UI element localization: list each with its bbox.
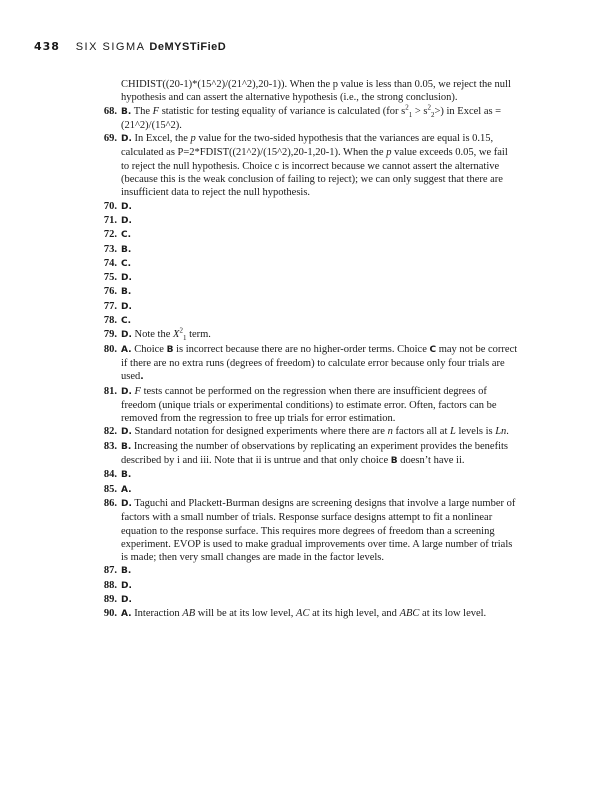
- answer-item-75: [98, 271, 518, 285]
- answer-text: levels is: [455, 426, 496, 438]
- answer-text: Standard notation for designed experiments where there are: [131, 426, 388, 438]
- book-title-emph: DeMYSTiFieD: [149, 41, 227, 53]
- answer-text: tests cannot be performed on the regression when there are insufficient degrees of freedom (unique trials or experimental conditions) to estimate error. Often, factors can be removed from the regression to free up trials for error estimation.: [121, 385, 497, 425]
- answer-text: .: [506, 426, 509, 438]
- answer-text: s: [423, 105, 428, 117]
- page-number: 438: [34, 40, 60, 53]
- answer-text: value exceeds 0.05, we fail to reject the null hypothesis. Choice c is incorrect because we cannot assert the alternative (because this is the weak conclusion of failing to reject); we can only suggest that there are insufficient data to reject the null hypothesis.: [121, 147, 508, 199]
- item-number: 71.: [103, 214, 117, 226]
- answer-text: Interaction: [131, 608, 183, 620]
- item-number: 90.: [103, 608, 117, 620]
- answer-item-83: [98, 440, 518, 469]
- answer-letter: D.: [121, 134, 132, 145]
- answer-text: Choice: [131, 343, 167, 355]
- answer-text: Increasing the number of observations by replicating an experiment provides the benefits described by i and iii. Note that ii is untrue and that only choice: [121, 440, 508, 467]
- answer-item-77: [98, 300, 518, 314]
- answer-letter: A.: [121, 609, 132, 620]
- answer-letter: D.: [121, 215, 132, 226]
- book-title-prefix: SIX SIGMA: [75, 41, 145, 53]
- answer-text: AB: [182, 608, 196, 620]
- answer-letter: A.: [121, 484, 132, 495]
- answer-text: doesn’t have ii.: [397, 455, 465, 467]
- answer-text: p: [190, 133, 196, 145]
- answer-item-73: [98, 243, 518, 257]
- item-number: 69.: [103, 133, 117, 145]
- item-number: 80.: [103, 343, 117, 355]
- superscript: 2: [427, 103, 431, 112]
- continuation-text: CHIDIST((20-1)*(15^2)/(21^2),20-1)). When the p value is less than 0.05, we reject the null hypothesis and can assert the alternative hypothesis (i.e., the strong conclusion).: [121, 79, 511, 104]
- answer-text: statistic for testing equality of variance is calculated (for s: [159, 105, 406, 117]
- answer-letter: D.: [121, 201, 132, 212]
- item-number: 74.: [103, 257, 117, 269]
- choice-letter: C: [429, 344, 437, 355]
- answer-item-74: [98, 257, 518, 271]
- answer-text: will be at its low level,: [195, 608, 297, 620]
- book-title: [76, 41, 227, 53]
- answer-item-86: [98, 497, 518, 564]
- superscript: 2: [405, 103, 409, 112]
- answer-text: F: [134, 385, 141, 397]
- item-number: 79.: [103, 329, 117, 341]
- answer-letter: D.: [121, 330, 132, 341]
- answer-item-78: [98, 314, 518, 328]
- answer-text: X: [173, 329, 180, 341]
- answer-letter: C.: [121, 258, 132, 269]
- answer-letter: B.: [121, 441, 132, 452]
- answer-text: term.: [186, 329, 211, 341]
- choice-letter: B: [390, 456, 398, 467]
- answer-letter: D.: [121, 594, 132, 605]
- answer-letter: B.: [121, 470, 132, 481]
- item-number: 89.: [103, 593, 117, 605]
- answer-text: factors all at: [392, 426, 450, 438]
- answer-item-90: [98, 607, 518, 621]
- answer-letter: D.: [121, 498, 132, 509]
- answer-text: Note the: [131, 329, 174, 341]
- answer-text: p: [386, 147, 392, 159]
- item-number: 82.: [103, 426, 117, 438]
- answer-item-71: [98, 214, 518, 228]
- answer-item-88: [98, 579, 518, 593]
- choice-letter: B: [166, 344, 174, 355]
- answer-text: ABC: [399, 608, 420, 620]
- answer-item-80: [98, 343, 518, 385]
- answer-letter: D.: [121, 273, 132, 284]
- answer-text: Ln: [495, 426, 507, 438]
- answer-text: at its high level, and: [309, 608, 400, 620]
- answer-text: Taguchi and Plackett-Burman designs are screening designs that involve a large number of factors with a small number of trials. Response surface designs attempt to fit a nonlinear equation to the response surface. This requires more degrees of freedom than a screening experiment. EVOP is used to make gradual improvements over time. A large number of trials is made; then very small changes are made in the factor levels.: [121, 497, 516, 564]
- item-number: 73.: [103, 243, 117, 255]
- superscript: 2: [179, 326, 183, 335]
- answer-item-84: [98, 468, 518, 482]
- answer-letter: D.: [121, 386, 132, 397]
- answer-letter: B.: [121, 287, 132, 298]
- answer-text: AC: [296, 608, 310, 620]
- answer-item-70: [98, 200, 518, 214]
- answer-item-81: [98, 385, 518, 426]
- answer-letter: B.: [121, 106, 132, 117]
- answer-item-89: [98, 593, 518, 607]
- answer-item-82: [98, 425, 518, 439]
- answer-text: The: [131, 105, 153, 117]
- answer-text: may not be correct if there are no extra runs (degrees of freedom) to calculate error because only four trials are used: [121, 343, 518, 383]
- answer-letter: B.: [121, 244, 132, 255]
- item-number: 85.: [103, 483, 117, 495]
- item-number: 86.: [103, 497, 117, 509]
- answer-text: value for the two-sided hypothesis that the variances are equal is 0.15, calculated as P=2*FDIST((21^2)/(15^2),20-1,20-1). When the: [121, 133, 494, 159]
- answer-text: F: [152, 105, 160, 117]
- answer-item-87: [98, 564, 518, 578]
- answer-item-79: [98, 328, 518, 342]
- answer-letter: B.: [121, 566, 132, 577]
- item-number: 81.: [103, 385, 117, 397]
- answer-letter: D.: [121, 301, 132, 312]
- answer-letter: C.: [121, 230, 132, 241]
- item-number: 84.: [103, 469, 117, 481]
- answer-item-85: [98, 483, 518, 497]
- answer-item-76: [98, 285, 518, 299]
- answer-text: >) in Excel as =(21^2)/(15^2).: [121, 105, 502, 131]
- answer-item-72: [98, 228, 518, 242]
- item-number: 87.: [103, 565, 117, 577]
- answer-text: .: [140, 372, 144, 383]
- item-number: 88.: [103, 579, 117, 591]
- subscript: 1: [408, 110, 413, 119]
- answer-text: is incorrect because there are no higher-order terms. Choice: [173, 343, 430, 355]
- item-number: 70.: [103, 200, 117, 212]
- item-number: 77.: [103, 300, 117, 312]
- answer-item-69: [98, 132, 518, 199]
- answer-text: n: [387, 426, 393, 438]
- subscript: 1: [182, 334, 187, 343]
- answer-letter: C.: [121, 316, 132, 327]
- item-number: 76.: [103, 286, 117, 298]
- answer-letter: D.: [121, 580, 132, 591]
- item-number: 75.: [103, 272, 117, 284]
- answer-text: >: [414, 105, 421, 117]
- item-number: 68.: [103, 105, 117, 117]
- running-header: [34, 40, 226, 53]
- item-number: 83.: [103, 440, 117, 452]
- answer-text: at its low level.: [419, 608, 487, 620]
- answer-letter: A.: [121, 344, 132, 355]
- answer-item-68: [98, 105, 518, 133]
- answer-text: In Excel, the: [131, 133, 191, 145]
- answer-list: [98, 78, 518, 622]
- item-number: 72.: [103, 229, 117, 241]
- subscript: 2: [430, 110, 435, 119]
- answer-text: L: [449, 426, 456, 438]
- item-number: 78.: [103, 315, 117, 327]
- answer-letter: D.: [121, 427, 132, 438]
